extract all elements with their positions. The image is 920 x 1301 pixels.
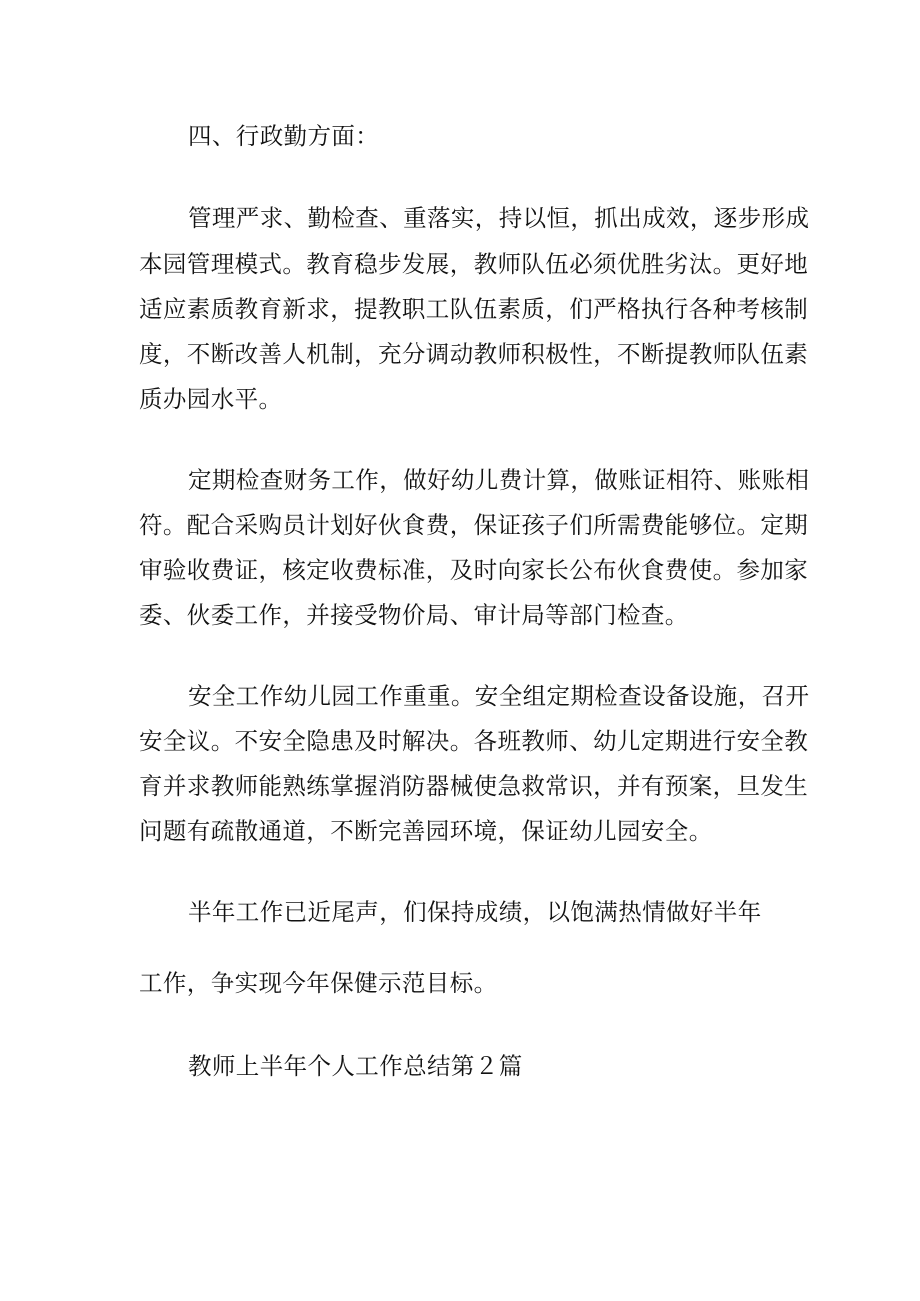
paragraph-line: 委、伙委工作，并接受物价局、审计局等部门检查。 [139, 601, 689, 629]
paragraph-line: 本园管理模式。教育稳步发展，教师队伍必须优胜劣汰。更好地 [139, 250, 809, 278]
paragraph-line: 问题有疏散通道，不断完善园环境，保证幼儿园安全。 [139, 817, 713, 845]
section-heading: 四、行政勤方面： [188, 122, 380, 150]
paragraph-line: 质办园水平。 [139, 385, 283, 413]
next-article-title: 教师上半年个人工作总结第２篇 [188, 1052, 523, 1080]
paragraph-line: 安全议。不安全隐患及时解决。各班教师、幼儿定期进行安全教 [139, 727, 809, 755]
paragraph-line: 适应素质教育新求，提教职工队伍素质，们严格执行各种考核制 [139, 295, 809, 323]
paragraph-line: 安全工作幼儿园工作重重。安全组定期检查设备设施，召开 [188, 682, 810, 710]
paragraph-line: 管理严求、勤检查、重落实，持以恒，抓出成效，逐步形成 [188, 204, 810, 232]
paragraph-line: 符。配合采购员计划好伙食费，保证孩子们所需费能够位。定期 [139, 511, 809, 539]
paragraph-line: 定期检查财务工作，做好幼儿费计算，做账证相符、账账相 [188, 466, 810, 494]
paragraph-line: 审验收费证，核定收费标准，及时向家长公布伙食费使。参加家 [139, 556, 809, 584]
paragraph-line: 度，不断改善人机制，充分调动教师积极性，不断提教师队伍素 [139, 340, 809, 368]
paragraph-line: 工作，争实现今年保健示范目标。 [139, 969, 498, 997]
paragraph-line: 半年工作已近尾声，们保持成绩，以饱满热情做好半年 [188, 898, 762, 926]
paragraph-line: 育并求教师能熟练掌握消防器械使急救常识，并有预案，旦发生 [139, 772, 809, 800]
